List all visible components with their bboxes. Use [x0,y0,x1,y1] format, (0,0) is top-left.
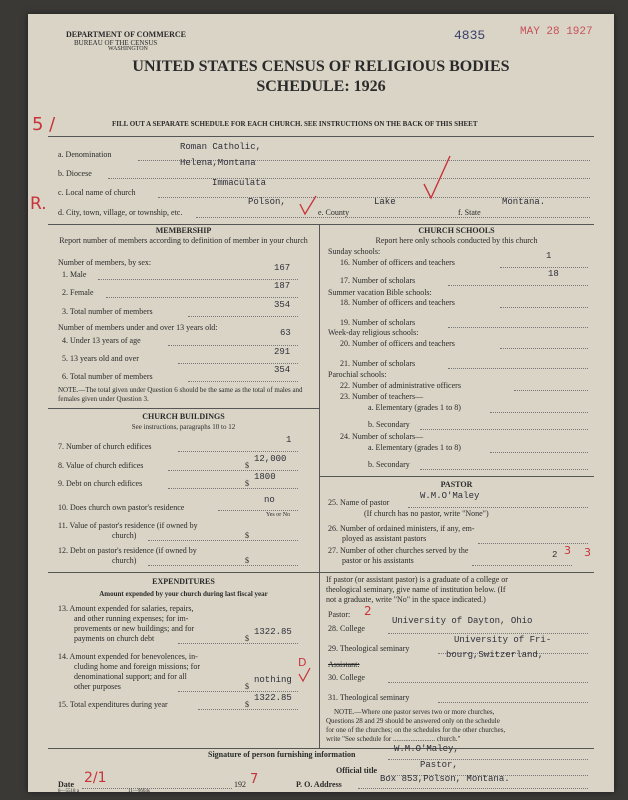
q8-dollar-sign: $ [245,461,249,470]
assistant-subheading: Assistant: [328,660,360,669]
denomination-label: a. Denomination [58,150,112,159]
sunday-schools-label: Sunday schools: [328,247,381,256]
q22-label: 22. Number of administrative officers [340,381,461,390]
svg-text:D: D [298,656,307,669]
q13-line4: payments on church debt [74,634,155,643]
red-check-mark-city [298,194,318,218]
signature-value: W.M.O'Maley, [394,744,459,754]
pastor-note-line2: Questions 28 and 29 should be answered only on the schedule [326,717,500,725]
q6-label: 6. Total number of members [62,372,153,381]
members-by-age-label: Number of members under and over 13 years old: [58,323,218,332]
q4-label: 4. Under 13 years of age [62,336,141,345]
diocese-value: Helena,Montana [180,158,256,168]
date-label: Date [58,780,74,789]
q13-line3: provements or new buildings; and for [74,624,195,633]
county-label: e. County [318,208,350,217]
q25-hint: (If church has no pastor, write "None") [364,509,489,518]
summer-schools-label: Summer vacation Bible schools: [328,288,432,297]
local-name-label: c. Local name of church [58,188,136,197]
q28-label: 28. College [328,624,365,633]
weekday-schools-label: Week-day religious schools: [328,328,419,337]
print-number: 11—9664s [128,789,150,792]
q1-label: 1. Male [62,270,87,279]
q27-red-note: 3 [584,546,591,559]
q8-value: 12,000 [254,454,287,464]
q19-label: 19. Number of scholars [340,318,416,327]
q17-label: 17. Number of scholars [340,276,416,285]
denomination-value: Roman Catholic, [180,142,262,152]
bureau-name: BUREAU OF THE CENSUS [74,39,158,47]
q23b-label: b. Secondary [368,420,410,429]
bureau-city: WASHINGTON [108,46,148,52]
separate-schedule-instruction: FILL OUT A SEPARATE SCHEDULE FOR EACH CHURCH. SEE INSTRUCTIONS ON THE BACK OF THIS SHEET [112,120,478,128]
city-value: Polson, [248,197,286,207]
schools-heading: CHURCH SCHOOLS [418,226,495,235]
q26-line2: ployed as assistant pastors [342,534,427,543]
membership-intro: Report number of members according to definition of member in your church [59,236,308,245]
signature-label: Signature of person furnishing information [208,750,356,759]
q29-label: 29. Theological seminary [328,644,410,653]
expenditures-subheading: Amount expended by your church during last fiscal year [99,590,268,598]
q8-label: 8. Value of church edifices [58,461,144,470]
q13-dollar-sign: $ [245,634,249,643]
q16-label: 16. Number of officers and teachers [340,258,455,267]
membership-note: NOTE.—The total given under Question 6 should be the same as the total of males and females given under Question 3. [58,386,303,403]
q3-value: 354 [274,300,291,310]
q1-value: 167 [274,263,291,273]
grad-note-line1: If pastor (or assistant pastor) is a graduate of a college or [326,575,508,584]
q25-value: W.M.O'Maley [420,491,480,501]
form-number: 8—5518 a [58,789,79,792]
q27-red-correction: 3 [564,544,571,557]
document-subtitle: SCHEDULE: 1926 [256,78,386,95]
q5-value: 291 [274,347,291,357]
q7-value: 1 [286,435,292,445]
margin-handwritten-mark: 5 / [32,114,56,135]
q9-dollar-sign: $ [245,479,249,488]
members-by-sex-label: Number of members, by sex: [58,258,152,267]
q23a-label: a. Elementary (grades 1 to 8) [368,403,461,412]
po-address-label: P. O. Address [296,780,342,789]
q4-value: 63 [280,328,291,338]
q11-label-line2: church) [112,531,137,540]
document-title: UNITED STATES CENSUS OF RELIGIOUS BODIES [132,58,510,75]
q10-hint: Yes or No [266,512,291,518]
local-name-value: Immaculata [212,178,267,188]
membership-heading: MEMBERSHIP [155,226,212,235]
q9-value: 1800 [254,472,276,482]
q13-value: 1322.85 [254,627,292,637]
date-value: 2/1 [84,770,107,786]
expenditures-heading: EXPENDITURES [152,577,215,586]
q13-line2: and other running expenses; for im- [74,614,189,623]
parochial-schools-label: Parochial schools: [328,370,387,379]
q3-label: 3. Total number of members [62,307,153,316]
q10-label: 10. Does church own pastor's residence [58,503,185,512]
pastor-heading: PASTOR [440,480,473,489]
received-date-stamp: MAY 28 1927 [520,26,593,38]
census-schedule-document: DEPARTMENT OF COMMERCE BUREAU OF THE CENSUS WASHINGTON 4835 MAY 28 1927 UNITED STATES CENSUS OF RELIGIOUS BODIES SCHEDULE: 1926 5 / FILL OUT A SEPARATE SCHEDULE FOR EACH CHURCH. SEE INSTRUCTIONS ON THE BACK OF THIS SHEET a. Denomination Roman Catholic, Helena,Montana b. Diocese c. Local name of church Immaculata R. d. City, town, village, or township, etc. Polson, e. County Lake f. State Montana. MEMBERSHIP Report number of members according to definition of member in your church Number of members, by sex: 1. Male 167 2. Female 187 3. Total number of members 354 Number of members under and over 13 years old: 4. Under 13 years of age 63 5. 13 years old and over 291 6. Total number of members 354 NOTE.—The total given under Question 6 should be the same as the total of males and females given under Question 3. CHURCH BUILDINGS See instructions, paragraphs 10 to 12 7. Number of church edifices 1 8. Value of church edifices $ 12,000 9. Debt on church edifices $ 1800 10. Does church own pastor's residence no Yes or No 11. Value of pastor's residence (if owned by church) $ 12. Debt on pastor's residence (if owned by church) $ EXPENDITURES Amount expended by your church during last fiscal year 13. Amount expended for salaries, repairs, and other running expenses; for im- provements or new buildings; and for payments on church debt $ 1322.85 14. Amount expended for benevolences, in- cluding home and foreign missions; for denominational support; and for all other purposes $ nothing 15. Total expenditures during year $ 1322.85 D CHURCH SCHOOLS Report here only schools conducted by this church Sunday schools: 16. Number of officers and teachers 1 17. Number of scholars 18 Summer vacation Bible schools: 18. Number of officers and teachers 19. Number of scholars Week-day religious schools: 20. Number of officers and teachers 21. Number of scholars Parochial schools: 22. Number of administrative officers 23. Number of teachers— a. Elementary (grades 1 to 8) b. Secondary 24. Number of scholars— a. Elementary (grades 1 to 8) b. Secondary PASTOR 25. Name of pastor W.M.O'Maley (If church has no pastor, write "None") 26. Number of ordained ministers, if any, em- ployed as assistant pastors 27. Number of other churches served by the pastor or his assistants 2 3 3 If pastor (or assistant pastor) is a graduate of a college or theological seminary, give name of institution below. (If not a graduate, write "No" in the space indicated.) Pastor: 2 28. College University of Dayton, Ohio 29. Theological seminary University of Fri- bourg,Switzerland, Assistant: 30. College 31. Theological seminary NOTE.—Where one pastor serves two or more churches, Questions 28 and 29 should be answered only on the schedule for one of the churches; on the schedules for the other churches, write "See schedule for ........................ church." Signature of person furnishing information W.M.O'Maley, Official title Pastor, Date 2/1 192 7 P. O. Address Box 853,Polson, Montana. 8—5518 a 11—9664s [28,14,614,792]
q14-line1: 14. Amount expended for benevolences, in- [58,652,198,661]
q12-label-line1: 12. Debt on pastor's residence (if owned by [58,546,197,555]
pastor-note-line1: NOTE.—Where one pastor serves two or more churches, [334,708,495,716]
q23-label: 23. Number of teachers— [340,392,424,401]
year-value: 7 [250,772,259,787]
q27-line2: pastor or his assistants [342,556,414,565]
q14-dollar-sign: $ [245,682,249,691]
pastor-note-line4: write "See schedule for ........................ church." [326,735,461,743]
po-address-value: Box 853,Polson, Montana. [380,774,510,784]
q15-label: 15. Total expenditures during year [58,700,168,709]
q14-line4: other purposes [74,682,121,691]
q27-value: 2 [552,550,558,560]
q14-line2: cluding home and foreign missions; for [74,662,200,671]
pastor-subheading: Pastor: [328,610,351,619]
official-title-value: Pastor, [420,760,458,770]
q7-label: 7. Number of church edifices [58,442,152,451]
q12-label-line2: church) [112,556,137,565]
q11-dollar-sign: $ [245,531,249,540]
year-label: 192 [234,780,246,789]
q13-line1: 13. Amount expended for salaries, repairs, [58,604,194,613]
schools-intro: Report here only schools conducted by this church [375,236,538,245]
q30-label: 30. College [328,673,365,682]
buildings-heading: CHURCH BUILDINGS [142,412,225,421]
diocese-label: b. Diocese [58,169,92,178]
q31-label: 31. Theological seminary [328,693,410,702]
q28-value: University of Dayton, Ohio [392,616,533,626]
q24a-label: a. Elementary (grades 1 to 8) [368,443,461,452]
q25-label: 25. Name of pastor [328,498,390,507]
q5-label: 5. 13 years old and over [62,354,139,363]
official-title-label: Official title [336,766,378,775]
state-label: f. State [458,208,481,217]
county-value: Lake [374,197,396,207]
q29-value-line2: bourg,Switzerland, [446,650,544,660]
q29-value-line1: University of Fri- [454,635,552,645]
q14-line3: denominational support; and for all [74,672,187,681]
q24-label: 24. Number of scholars— [340,432,424,441]
q14-value: nothing [254,675,292,685]
q27-line1: 27. Number of other churches served by the [328,546,469,555]
q20-label: 20. Number of officers and teachers [340,339,455,348]
q21-label: 21. Number of scholars [340,359,416,368]
q18-label: 18. Number of officers and teachers [340,298,455,307]
city-label: d. City, town, village, or township, etc. [58,208,183,217]
serial-number: 4835 [454,28,486,43]
q2-label: 2. Female [62,288,94,297]
grad-note-line2: theological seminary, give name of institution below. (If [326,585,506,594]
q26-line1: 26. Number of ordained ministers, if any, em- [328,524,475,533]
q12-dollar-sign: $ [245,556,249,565]
q24b-label: b. Secondary [368,460,410,469]
q15-value: 1322.85 [254,693,292,703]
q17-value: 18 [548,269,559,279]
buildings-subheading: See instructions, paragraphs 10 to 12 [131,423,236,431]
pastor-note-line3: for one of the churches; on the schedules for the other churches, [326,726,506,734]
q16-value: 1 [546,251,552,261]
q2-value: 187 [274,281,291,291]
q11-label-line1: 11. Value of pastor's residence (if owned by [58,521,198,530]
q6-value: 354 [274,365,291,375]
q9-label: 9. Debt on church edifices [58,479,143,488]
q10-value: no [264,495,275,505]
state-value: Montana. [502,197,546,207]
q15-dollar-sign: $ [245,700,249,709]
red-d-mark [296,654,312,684]
margin-r-mark: R. [30,194,47,214]
department-name: DEPARTMENT OF COMMERCE [66,30,187,39]
red-check-mark [422,154,452,204]
grad-note-line3: not a graduate, write "No" in the space indicated.) [326,595,486,604]
